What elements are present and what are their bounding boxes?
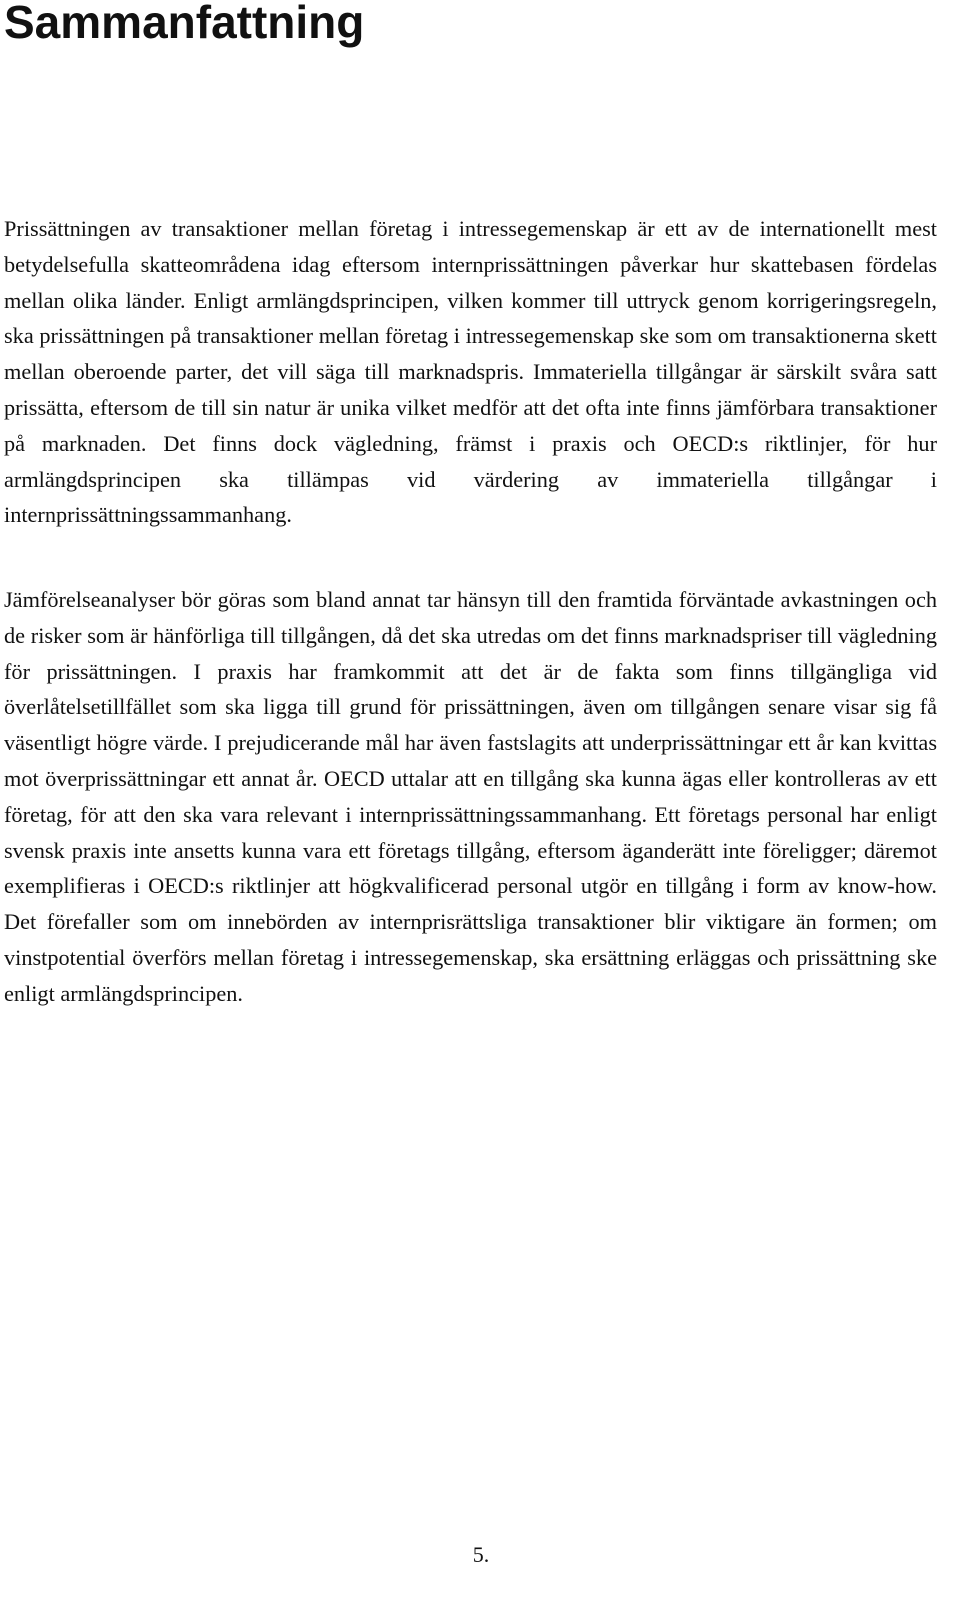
summary-paragraph-1: Prissättningen av transaktioner mellan företag i intressegemenskap är ett av de internationellt mest betydelsefulla skatteområdena idag eftersom internprissättningen påverkar hur skattebasen fördelas mellan olika länder. Enligt armlängdsprincipen, vilken kommer till uttryck genom korrigeringsregeln, ska prissättningen på transaktioner mellan företag i intressegemenskap ske som om transaktionerna skett mellan oberoende parter, det vill säga till marknadspris. Immateriella tillgångar är särskilt svåra satt prissätta, eftersom de till sin natur är unika vilket medför att det ofta inte finns jämförbara transaktioner på marknaden. Det finns dock vägledning, främst i praxis och OECD:s riktlinjer, för hur armlängdsprincipen ska tillämpas vid värdering av immateriella tillgångar i internprissättningssammanhang.	[4, 216, 937, 528]
summary-paragraph-2: Jämförelseanalyser bör göras som bland annat tar hänsyn till den framtida förväntade avkastningen och de risker som är hänförliga till tillgången, då det ska utredas om det finns marknadspriser till vägledning för prissättningen. I praxis har framkommit att det är de fakta som finns tillgängliga vid överlåtelsetillfället som ska ligga till grund för prissättningen, även om tillgången senare visar sig få väsentligt högre värde. I prejudicerande mål har även fastslagits att underprissättningar ett år kan kvittas mot överprissättningar ett annat år. OECD uttalar att en tillgång ska kunna ägas eller kontrolleras av ett företag, för att den ska vara relevant i internprissättningssammanhang. Ett företags personal har enligt svensk praxis inte ansetts kunna vara ett företags tillgång, eftersom äganderätt inte föreligger; däremot exemplifieras i OECD:s riktlinjer att högkvalificerad personal utgör en tillgång i form av know-how. Det förefaller som om innebörden av internprisrättsliga transaktioner blir viktigare än formen; om vinstpotential överförs mellan företag i intressegemenskap, ska ersättning erläggas och prissättning ske enligt armlängdsprincipen.	[4, 587, 937, 1006]
page-number: 5.	[472, 1542, 490, 1567]
page-title: Sammanfattning	[4, 0, 365, 48]
